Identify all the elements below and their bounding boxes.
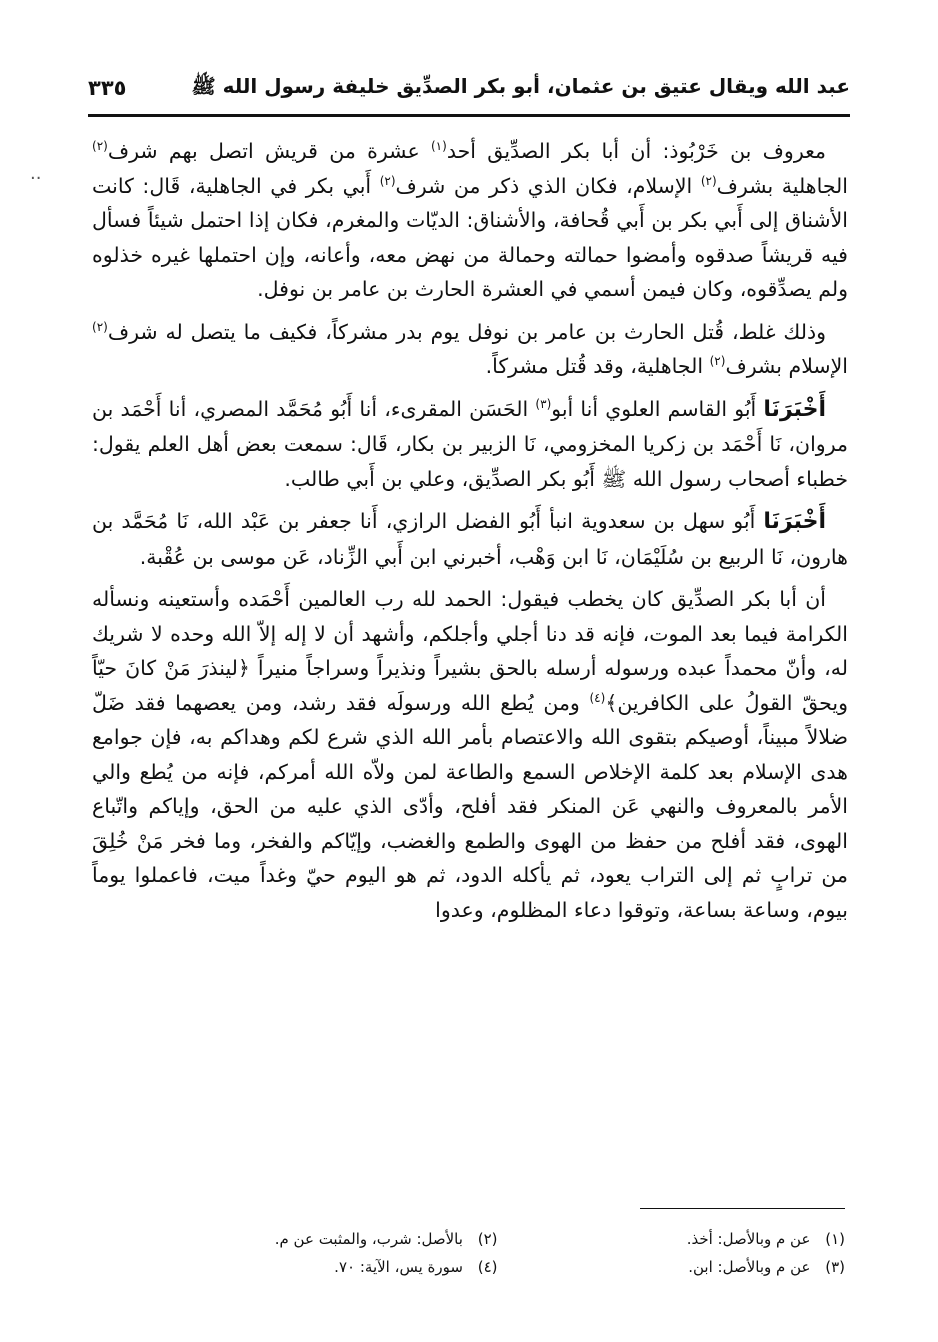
page-header [88, 68, 850, 108]
text-run: عشرة من قريش اتصل بهم شرف [107, 139, 431, 163]
footnote-marker: (٢) [92, 139, 108, 154]
paragraph [92, 134, 848, 307]
footnote-text: عن م وبالأصل: أخذ. [686, 1230, 811, 1248]
footnote [498, 1256, 846, 1278]
footnote-marker: (٢) [379, 173, 396, 188]
text-run: الإسلام، فكان الذي ذكر من شرف [395, 173, 701, 198]
paragraph [92, 315, 848, 384]
text-run: معروف بن خَرْبُوذ: أن أبا بكر الصدِّيق أحد [446, 139, 827, 163]
footnote-marker: (٤) [589, 690, 606, 705]
footnote-number: (١) [825, 1230, 845, 1248]
text-run: وذلك غلط، قُتل الحارث بن عامر بن نوفل يوم بدر مشركاً، فكيف ما يتصل له شرف [107, 319, 826, 344]
paragraph [92, 582, 848, 927]
scan-mark: ·· [30, 168, 42, 189]
footnote-text: عن م وبالأصل: ابن. [688, 1258, 811, 1276]
footnote-marker: (٣) [535, 396, 552, 411]
text-run: أن أبا بكر الصدِّيق كان يخطب فيقول: الحمد لله رب العالمين أَحْمَده وأستعينه ونسأله الكرامة فيما بعد الموت، فإنه قد دنا أجلي وأجلكم، وأشهد أن لا إله إلاّ الله وحده لا شريك له، وأنّ محمداً عبده ورسوله أرسله بالحق بشيراً ونذيراً وسراجاً منيراً ﴿لينذرَ مَنْ كانَ حيّاً ويحقّ القولُ على الكافرين﴾ [92, 587, 849, 715]
text-run: أَبُو سهل بن سعدوية انبأ أَبُو الفضل الرازي، أَنا جعفر بن عَبْد الله، نَا مُحَمَّد بن هارون، نَا الربيع بن سُلَيْمَان، نَا ابن وَهْب، أخبرني ابن أَبي الزِّناد، عَن موسى بن عُقْبة. [92, 509, 848, 569]
text-run: الإسلام بشرف [725, 354, 848, 378]
page-number: ٣٣٥ [88, 76, 127, 100]
footnotes [150, 1228, 845, 1278]
footnote-text: بالأصل: شرب، والمثبت عن م. [274, 1230, 463, 1248]
footnote-number: (٣) [825, 1258, 845, 1276]
footnote [150, 1256, 498, 1278]
footnote-marker: (٢) [700, 173, 717, 188]
footnote-number: (٤) [477, 1258, 498, 1276]
header-divider [88, 114, 850, 117]
text-run: الجاهلية، وقد قُتل مشركاً. [485, 354, 710, 378]
footnote-text: سورة يس، الآية: ٧٠. [334, 1258, 463, 1276]
running-title: عبد الله ويقال عتيق بن عثمان، أبو بكر الصدِّيق خليفة رسول الله ﷺ [191, 73, 850, 98]
text-run: الحَسَن المقرىء، أنا أَبُو مُحَمَّد المصري، أنا أَحْمَد بن مروان، نَا أَحْمَد بن زكريا المخزومي، نَا الزبير بن بكار، قَال: سمعت بعض أهل العلم يقول: خطباء أصحاب رسول الله ﷺ أَبُو بكر الصدِّيق، وعلي بن أَبي طالب. [92, 396, 848, 491]
text-run: الجاهلية بشرف [716, 173, 848, 198]
footnote [498, 1228, 846, 1250]
footnote [150, 1228, 498, 1250]
paragraph [92, 504, 848, 574]
isnad-lead-word: أَخْبَرَنَا [763, 396, 827, 422]
footnote-marker: (١) [430, 139, 447, 154]
footnote-number: (٢) [477, 1230, 498, 1248]
footnote-divider [640, 1208, 845, 1209]
text-run: أَبُو القاسم العلوي أنا أبو [551, 396, 764, 421]
main-text [92, 134, 848, 935]
footnote-marker: (٢) [709, 354, 726, 369]
text-run: أَبي بكر في الجاهلية، قَال: كانت الأشناق إلى أَبي بكر بن أَبي قُحافة، والأشناق: الديّات والمغرم، فكان إذا احتمل شيئاً فسأل فيه قريشاً صدقوه وأمضوا حمالته وحمالة من نهض معه، وأعانه، وإن احتملها غيره خذلوه ولم يصدِّقوه، وكان فيمن أسمي في العشرة الحارث بن عامر بن نوفل. [92, 173, 848, 301]
isnad-lead-word: أَخْبَرَنَا [763, 509, 826, 534]
paragraph [92, 392, 848, 497]
text-run: ومن يُطع الله ورسولَه فقد رشد، ومن يعصهما فقد ضَلّ ضلالاً مبيناً، أوصيكم بتقوى الله والاعتصام بأمر الله الذي شرع لكم وهداكم به، فإن جوامع هدى الإسلام بعد كلمة الإخلاص السمع والطاعة لمن ولاّه الله أمركم، فإنه من يُطع والي الأمر بالمعروف والنهي عَن المنكر فقد أفلح، وأدّى الذي عليه من الحق، وإياكم واتّباع الهوى، فقد أفلح من حفظ من الهوى والطمع والغضب، وإيّاكم والفخر، وما فخر مَنْ خُلِقَ من ترابٍ ثم إلى التراب يعود، ثم يأكله الدود، ثم هو اليوم حيّ وغداً ميت، فاعملوا يوماً بيوم، وساعة بساعة، وتوقوا دعاء المظلوم، وعدوا [92, 690, 848, 922]
footnote-marker: (٢) [92, 319, 108, 334]
